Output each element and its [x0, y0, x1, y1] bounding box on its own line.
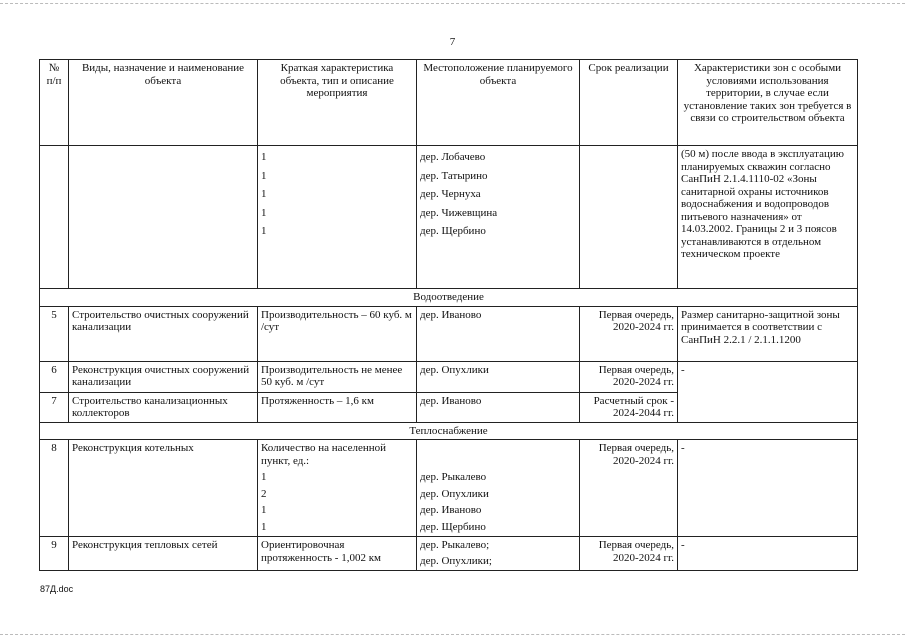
cell-description — [258, 440, 417, 537]
location-value: дер. Рыкалево — [420, 471, 487, 483]
cell-zone: - — [678, 440, 858, 537]
cell-locations — [417, 440, 580, 537]
location-value: дер. Чижевщина — [420, 206, 498, 219]
location-value: дер. Щербино — [420, 225, 486, 238]
location-value: дер. Чернуха — [420, 188, 481, 201]
file-name-footer: 87Д.doc — [40, 584, 74, 594]
cell-term: Первая очередь, 2020-2024 гг. — [580, 440, 678, 537]
quantity-value: 1 — [261, 471, 267, 483]
section-row-water-disposal — [40, 289, 858, 307]
table-row — [40, 537, 858, 571]
cell-zone: - — [678, 361, 858, 422]
section-row-heat-supply — [40, 422, 858, 440]
cell-number: 5 — [40, 306, 69, 361]
cell-locations — [417, 146, 580, 289]
header-object-type: Виды, назначение и наименование объекта — [69, 60, 258, 146]
location-value: дер. Щербино — [420, 520, 486, 533]
scan-edge-top — [0, 3, 905, 4]
cell-description: Производительность не менее 50 куб. м /сут — [258, 361, 417, 392]
cell-locations — [417, 537, 580, 571]
cell-term: Первая очередь, 2020-2024 гг. — [580, 537, 678, 571]
cell-description: Производительность – 60 куб. м /сут — [258, 306, 417, 361]
quantity-value: 1 — [261, 188, 267, 201]
header-zone: Характеристики зон с особыми условиями использования территории, в случае если установление таких зон требуется в связи со строительством объекта — [678, 60, 858, 146]
quantity-value: 1 — [261, 520, 267, 533]
table-row — [40, 440, 858, 537]
cell-name: Строительство очистных сооружений канализации — [69, 306, 258, 361]
quantity-value: 2 — [261, 487, 267, 500]
table-row — [40, 306, 858, 361]
section-title: Водоотведение — [40, 289, 858, 307]
cell-term — [580, 146, 678, 289]
cell-zone: Размер санитарно-защитной зоны принимается в соответствии с СанПиН 2.2.1 / 2.1.1.1200 — [678, 306, 858, 361]
cell-location: дер. Опухлики — [417, 361, 580, 392]
location-value: дер. Опухлики — [420, 487, 489, 500]
cell-number: 6 — [40, 361, 69, 392]
location-value: дер. Рыкалево; — [420, 539, 490, 551]
quantity-value: 1 — [261, 206, 267, 219]
cell-location: дер. Иваново — [417, 392, 580, 422]
cell-location: дер. Иваново — [417, 306, 580, 361]
scan-edge-bottom — [0, 634, 905, 635]
table-row-continued — [40, 146, 858, 289]
cell-name — [69, 146, 258, 289]
location-value: дер. Опухлики; — [420, 554, 492, 567]
section-title: Теплоснабжение — [40, 422, 858, 440]
cell-number: 7 — [40, 392, 69, 422]
description-text: Количество на населенной пункт, ед.: — [261, 442, 386, 467]
location-value: дер. Лобачево — [420, 151, 486, 163]
header-number: № п/п — [40, 60, 69, 146]
cell-name: Реконструкция тепловых сетей — [69, 537, 258, 571]
cell-number — [40, 146, 69, 289]
cell-name: Строительство канализационных коллекторов — [69, 392, 258, 422]
header-description: Краткая характеристика объекта, тип и описание мероприятия — [258, 60, 417, 146]
cell-quantities — [258, 146, 417, 289]
cell-description: Ориентировочная протяженность - 1,002 км — [258, 537, 417, 571]
quantity-value: 1 — [261, 225, 267, 238]
cell-zone: - — [678, 537, 858, 571]
planned-objects-table — [39, 59, 858, 571]
header-location: Местоположение планируемого объекта — [417, 60, 580, 146]
quantity-value: 1 — [261, 169, 267, 182]
cell-term: Первая очередь, 2020-2024 гг. — [580, 361, 678, 392]
page-number: 7 — [449, 36, 456, 48]
cell-name: Реконструкция котельных — [69, 440, 258, 537]
location-value: дер. Татырино — [420, 169, 488, 182]
quantity-value: 1 — [261, 504, 267, 516]
location-value: дер. Иваново — [420, 504, 482, 516]
cell-term: Расчетный срок - 2024-2044 гг. — [580, 392, 678, 422]
cell-name: Реконструкция очистных сооружений канализации — [69, 361, 258, 392]
cell-description: Протяженность – 1,6 км — [258, 392, 417, 422]
header-term: Срок реализации — [580, 60, 678, 146]
table-row — [40, 361, 858, 392]
table-header-row — [40, 60, 858, 146]
cell-number: 8 — [40, 440, 69, 537]
cell-term: Первая очередь, 2020-2024 гг. — [580, 306, 678, 361]
quantity-value: 1 — [261, 151, 267, 163]
cell-zone: (50 м) после ввода в эксплуатацию планируемых скважин согласно СанПиН 2.1.4.1110-02 «Зоны санитарной охраны источников водоснабжения и водопроводов питьевого назначения» от 14.03.2002. Границы 2 и 3 поясов устанавливаются в отдельном техническом проекте — [678, 146, 858, 289]
cell-number: 9 — [40, 537, 69, 571]
